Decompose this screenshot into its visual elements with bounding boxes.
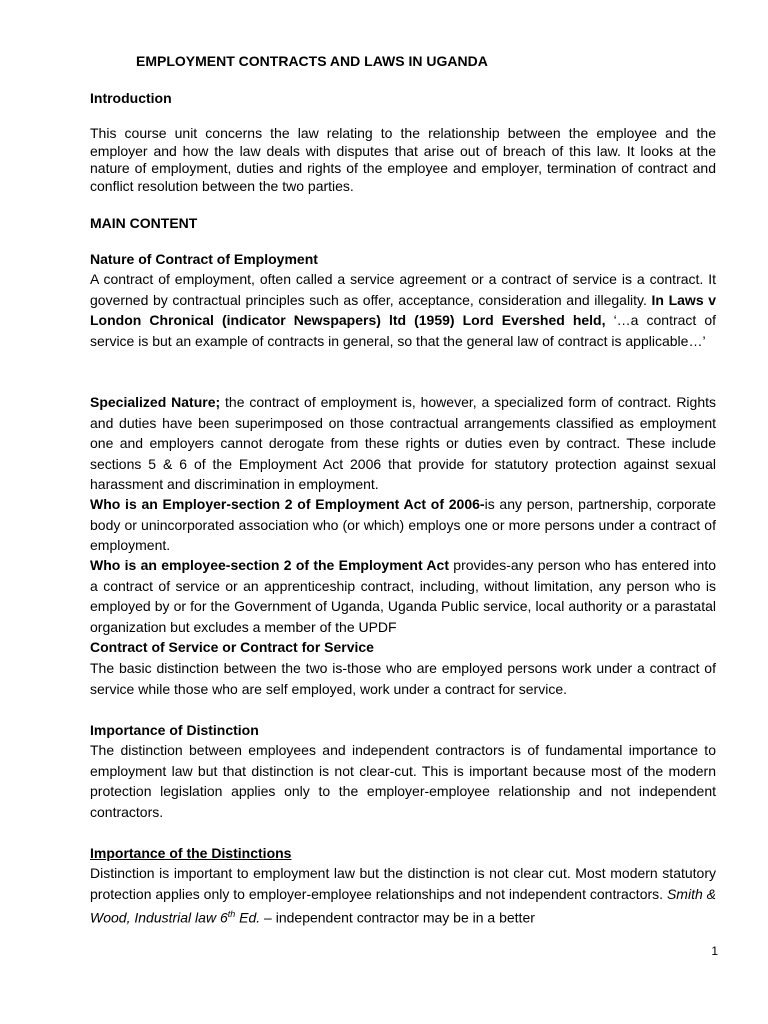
introduction-paragraph: This course unit concerns the law relating to the relationship between the employee and the employer and how the law deals with disputes that arise out of breach of this law. It looks at the nature of employment, duties and rights of the employee and employer, termination of contract and conflict resolution between the two parties. — [90, 125, 716, 194]
specialized-lead: Specialized Nature; — [90, 394, 221, 410]
citation-superscript: th — [227, 909, 236, 919]
employee-lead: Who is an employee-section 2 of the Employment Act — [90, 557, 449, 573]
document-title: EMPLOYMENT CONTRACTS AND LAWS IN UGANDA — [136, 53, 488, 69]
nature-heading: Nature of Contract of Employment — [90, 251, 318, 267]
citation-title: Smith & Wood, Industrial law 6 — [90, 885, 717, 926]
introduction-heading: Introduction — [90, 90, 172, 106]
page-number: 1 — [711, 944, 718, 958]
distinctions-text-tail: – independent contractor may be in a better — [264, 909, 535, 926]
contract-service-heading: Contract of Service or Contract for Service — [90, 639, 374, 655]
citation-edition: Ed. — [239, 909, 261, 926]
contract-service-paragraph: The basic distinction between the two is-those who are employed persons work under a contract of service while those who are self employed, work under a contract for service. — [90, 660, 716, 697]
case-citation: In Laws v London Chronical (indicator Newspapers) ltd (1959) Lord Evershed held, — [90, 291, 717, 328]
importance-distinctions-paragraph — [90, 863, 716, 928]
employee-text: provides-any person who has entered into a contract of service or an apprenticeship contract, including, without limitation, any person who is employed by or for the Government of Uganda, Uganda Public service, local authority or a parastatal organization but excludes a member of the UPDF — [90, 557, 717, 635]
specialized-paragraph — [90, 392, 716, 495]
importance-paragraph: The distinction between employees and independent contractors is of fundamental importance to employment law but that distinction is not clear-cut. This is important because most of the modern protection legislation applies only to the employer-employee relationship and not independent contractors. — [90, 742, 716, 820]
importance-heading: Importance of Distinction — [90, 722, 259, 738]
importance-distinctions-heading: Importance of the Distinctions — [90, 845, 292, 861]
specialized-text: the contract of employment is, however, a specialized form of contract. Rights and duties have been superimposed on those contractual arrangements classified as employment one and employers cannot derogate from these rights or duties even by contract. These include sections 5 & 6 of the Employment Act 2006 that provide for statutory protection against sexual harassment and discrimination in employment. — [90, 394, 717, 492]
employer-paragraph — [90, 494, 716, 556]
employee-paragraph — [90, 555, 716, 637]
employer-lead: Who is an Employer-section 2 of Employment Act of 2006- — [90, 496, 485, 512]
employer-text: is any person, partnership, corporate body or unincorporated association who (or which) employs one or more persons under a contract of employment. — [90, 496, 717, 553]
main-content-heading: MAIN CONTENT — [90, 215, 198, 231]
case-quote: ‘…a contract of service is but an example of contracts in general, so that the general law of contract is applicable…’ — [90, 312, 717, 349]
nature-paragraph — [90, 269, 716, 351]
nature-text: A contract of employment, often called a service agreement or a contract of service is a contract. It governed by contractual principles such as offer, acceptance, consideration and illegality. — [90, 271, 716, 308]
distinctions-text: Distinction is important to employment law but the distinction is not clear cut. Most modern statutory protection applies only to employer-employee relationships and not independent contractors. — [90, 865, 716, 902]
